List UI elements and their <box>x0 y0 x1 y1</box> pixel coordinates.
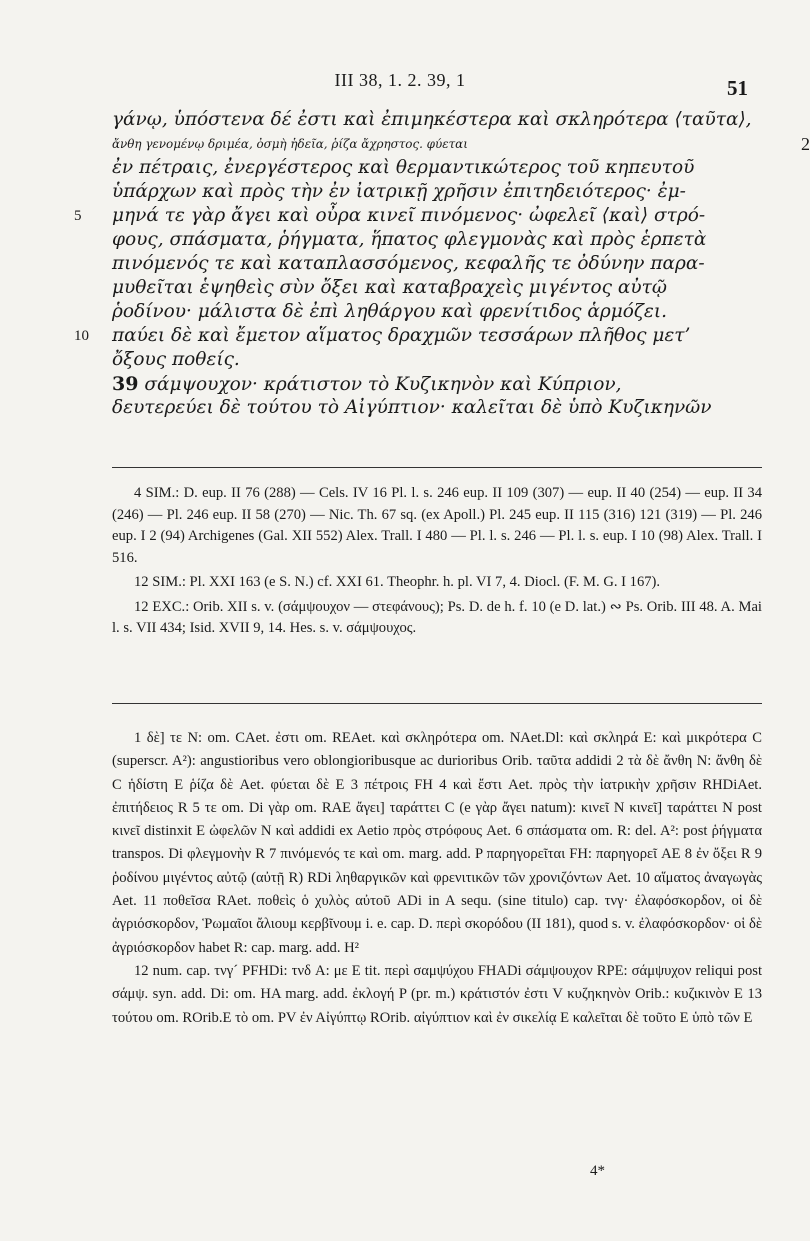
apparatus-entry: 1 δὲ] τε N: om. CAet. ἐστι om. REAet. καὶ σκληρότερα om. NAet.Dl: καὶ σκληρά E: καὶ μικρότερα C (superscr. A²): angustioribus vero oblongioribusque ac durioribus Orib. ταῦτα addidi 2 τὰ δὲ ἄνθη N: ἄνθη δὲ C ἡδίστη E ῥίζα δὲ Aet. φύεται δὲ E 3 πέτροις FH 4 καὶ ἔστι Aet. πρὸς τὴν ἰατρικὴν χρῆσιν RHDiAet. ἐπιτήδειος R 5 τε om. Di γὰρ om. RAE ἄγει] ταράττει C (e γὰρ ἄγει natum): κινεῖ N κινεῖ] ταράττει N post κινεῖ distinxit E ὠφελῶν N καὶ addidi ex Aetio πρὸς στρόφους Aet. 6 σπάσματα om. R: del. A²: post ῥήγματα transpos. Di φλεγμονὴν R 7 πινόμενός τε καὶ om. marg. add. P παρηγορεῖται FH: παρηγορεῖ AE 8 ἐν ὄξει R 9 ῥοδίνου μιγέντος αὐτῷ (αὐτῇ R) RDi ληθαργικῶν καὶ φρενιτικῶν τῶν χρονιζόντων Aet. 10 αἵματος ἀναγωγὰς Aet. 11 ποθεῖσα RAet. ποθεὶς ὁ χυλὸς αὐτοῦ ADi in A sequ. (sine titulo) cap. τνγ· ἐλαφόσκορδον, οἱ δὲ ἀγριόσκορδον, Ῥωμαῖοι ἄλιουμ κερβῖνουμ i. e. cap. D. περὶ σκορόδου (II 181), quod s. v. ἐλαφόσκορδον· οἱ δὲ ἀγριόσκορδον habet R: cap. marg. add. H² <box>112 730 762 956</box>
text-line <box>112 228 762 252</box>
chapter-number: 39 <box>112 373 139 395</box>
text-line <box>112 180 762 204</box>
text-line <box>112 348 762 372</box>
line-text: ῥοδίνου· μάλιστα δὲ ἐπὶ ληθάργου καὶ φρενίτιδος ἁρμόζει. <box>112 301 667 322</box>
divider-rule <box>112 703 762 704</box>
line-text: δευτερεύει δὲ τούτου τὸ Αἰγύπτιον· καλεῖται δὲ ὑπὸ Κυζικηνῶν <box>112 397 712 418</box>
text-line <box>112 252 762 276</box>
line-text: ἄνθη γενομένῳ δριμέα, ὀσμὴ ἡδεῖα, ῥίζα ἄχρηστος. φύεται <box>112 137 468 151</box>
running-header-reference: III 38, 1. 2. 39, 1 <box>334 70 466 90</box>
line-text: μηνά τε γὰρ ἄγει καὶ οὖρα κινεῖ πινόμενος· ὠφελεῖ ⟨καὶ⟩ στρό- <box>112 205 706 226</box>
line-text: μυθεῖται ἑψηθεὶς σὺν ὄξει καὶ καταβραχεὶς μιγέντος αὐτῷ <box>112 277 667 298</box>
line-text: ἐν πέτραις, ἐνεργέστερος καὶ θερμαντικώτερος τοῦ κηπευτοῦ <box>112 157 695 178</box>
testimonia-entry: 12 EXC.: Orib. XII s. v. (σάμψουχον — στεφάνους); Ps. D. de h. f. 10 (e D. lat.) ∾ Ps. Orib. III 48. A. Mai l. s. VII 434; Isid. XVII 9, 14. Hes. s. v. σάμψουχος. <box>112 598 762 636</box>
text-line <box>112 300 762 324</box>
testimonia-entry: 4 SIM.: D. eup. II 76 (288) — Cels. IV 16 Pl. l. s. 246 eup. II 109 (307) — eup. II 40 (254) — eup. II 34 (246) — Pl. 246 eup. II 58 (270) — Nic. Th. 67 sq. (ex Apoll.) Pl. 245 eup. II 115 (316) 121 (319) — Pl. 246 eup. I 2 (94) Archigenes (Gal. XII 552) Alex. Trall. I 480 — Pl. l. s. 246 — Pl. l. s. eup. I 10 (98) Alex. Trall. I 516. <box>112 485 762 566</box>
text-line <box>74 204 762 228</box>
line-text: παύει δὲ καὶ ἔμετον αἵματος δραχμῶν τεσσάρων πλῆθος μετ’ <box>112 325 691 346</box>
text-line <box>112 156 762 180</box>
line-text: φους, σπάσματα, ῥήγματα, ἥπατος φλεγμονὰς καὶ πρὸς ἑρπετὰ <box>112 229 707 250</box>
section-number: 2 <box>801 134 810 154</box>
apparatus-entry: 12 num. cap. τνγ´ PFHDi: τνδ A: με E tit. περὶ σαμψύχου FHADi σάμψουχον RPE: σάμψυχον reliqui post σάμψ. syn. add. Di: om. HA marg. add. ἐκλογή P (pr. m.) κράτιστόν ἐστι V κυζηκηνὸν Orib.: κυζικινὸν E 13 τούτου om. ROrib.E τὸ om. PV ἐν Αἰγύπτῳ ROrib. αἰγύπτιον καὶ ἐν σικελίᾳ E καλεῖται δὲ τοῦτο E ὑπὸ τῶν E <box>112 962 762 1026</box>
main-text <box>74 108 810 420</box>
text-line <box>74 324 762 348</box>
line-text: σάμψουχον· κράτιστον τὸ Κυζικηνὸν καὶ Κύπριον, <box>144 374 622 395</box>
line-text: πινόμενός τε καὶ καταπλασσόμενος, κεφαλῆς τε ὀδύνην παρα- <box>112 253 705 274</box>
text-line <box>112 108 762 132</box>
line-text: ὑπάρχων καὶ πρὸς τὴν ἐν ἰατρικῇ χρῆσιν ἐπιτηδειότερος· ἐμ- <box>112 181 686 202</box>
page-number: 51 <box>727 76 748 100</box>
chapter-line <box>112 372 762 396</box>
chapter-line <box>112 396 762 420</box>
line-number: 10 <box>74 328 89 344</box>
line-number: 5 <box>74 208 82 224</box>
testimonia-apparatus <box>112 483 762 643</box>
testimonia-entry: 12 SIM.: Pl. XXI 163 (e S. N.) cf. XXI 61. Theophr. h. pl. VI 7, 4. Diocl. (F. M. G. I 167). <box>134 574 661 590</box>
divider-rule <box>112 467 762 468</box>
signature-mark: 4* <box>590 1163 605 1179</box>
critical-apparatus <box>112 727 762 1030</box>
line-text: ὄξους ποθείς. <box>112 349 240 370</box>
text-line <box>112 132 810 156</box>
line-text: γάνῳ, ὑπόστενα δέ ἐστι καὶ ἐπιμηκέστερα καὶ σκληρότερα ⟨ταῦτα⟩, <box>112 109 752 130</box>
text-line <box>112 276 762 300</box>
